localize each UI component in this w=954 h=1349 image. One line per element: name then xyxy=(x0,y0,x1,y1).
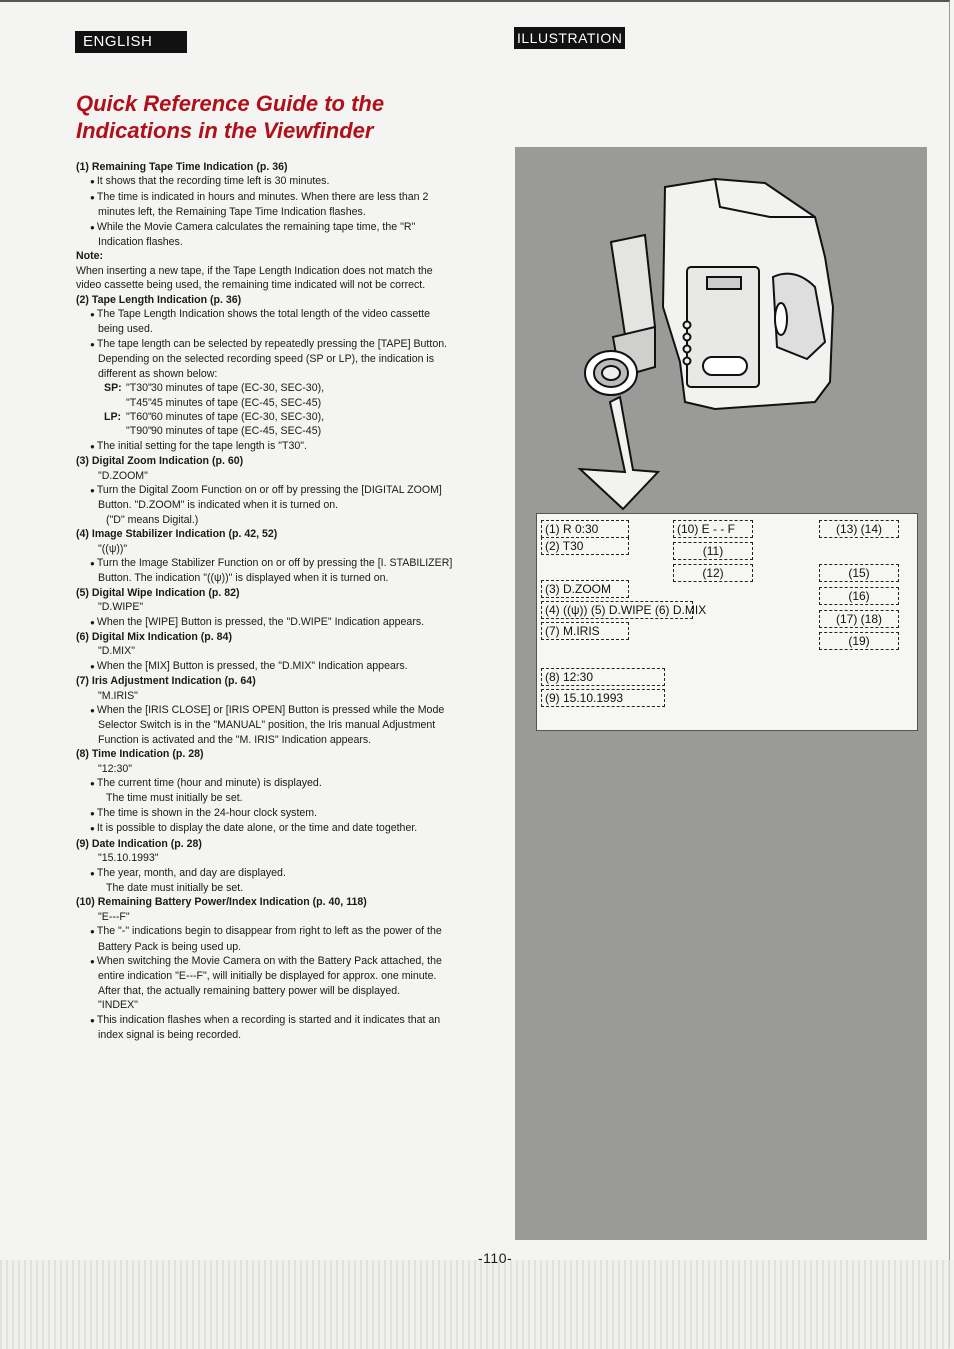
note-label: Note: xyxy=(76,250,104,263)
indicator-19: (19) xyxy=(819,632,899,650)
tape-row-lp-t90 xyxy=(76,424,458,438)
indicator-tape-length: (2) T30 xyxy=(541,537,629,555)
section-4-value: "((ψ))" xyxy=(98,542,128,555)
section-3-value: "D.ZOOM" xyxy=(98,469,148,482)
camera-illustration xyxy=(515,147,927,517)
section-7-bullet: ● When the [IRIS CLOSE] or [IRIS OPEN] Button is pressed while the Mode Selector Switch is in the "MANUAL" position, the Iris manual Adjustment Function is activated and the "M. IRIS" Indication appears. xyxy=(76,703,458,747)
section-6-bullet: ● When the [MIX] Button is pressed, the "D.MIX" Indication appears. xyxy=(76,659,458,674)
indicator-11: (11) xyxy=(673,542,753,560)
section-1-heading: (1) Remaining Tape Time Indication (p. 36) xyxy=(76,161,288,173)
section-9-paragraph: The date must initially be set. xyxy=(106,881,244,894)
scan-artifact-strip xyxy=(0,1260,954,1349)
indicator-12: (12) xyxy=(673,564,753,582)
section-3-bullet: ● Turn the Digital Zoom Function on or off by pressing the [DIGITAL ZOOM] Button. "D.ZOOM" is indicated when it is turned on. xyxy=(76,483,458,513)
section-2-bullet: ● The tape length can be selected by repeatedly pressing the [TAPE] Button. xyxy=(76,337,458,352)
section-9-bullet: ● The year, month, and day are displayed. xyxy=(76,866,458,881)
indicator-13-14: (13) (14) xyxy=(819,520,899,538)
language-tab: ENGLISH xyxy=(75,31,187,53)
illustration-tab: ILLUSTRATION xyxy=(514,27,625,49)
camera-icon xyxy=(585,179,833,409)
section-6-heading: (6) Digital Mix Indication (p. 84) xyxy=(76,631,232,643)
tape-desc: 60 minutes of tape (EC-30, SEC-30), xyxy=(150,410,325,423)
section-8-heading: (8) Time Indication (p. 28) xyxy=(76,748,204,761)
section-3-paragraph: ("D" means Digital.) xyxy=(106,513,199,526)
tape-desc: 90 minutes of tape (EC-45, SEC-45) xyxy=(150,425,322,438)
section-10-bullet: ● When switching the Movie Camera on with the Battery Pack attached, the entire indication "E---F", will initially be displayed for approx. one minute. After that, the actually remaining battery power will be displayed. xyxy=(76,954,458,998)
section-5-value: "D.WIPE" xyxy=(98,601,144,614)
title-line-2: Indications in the Viewfinder xyxy=(76,118,374,143)
indicator-17-18: (17) (18) xyxy=(819,610,899,628)
section-5-bullet: ● When the [WIPE] Button is pressed, the "D.WIPE" Indication appears. xyxy=(76,615,458,630)
indicator-digital-zoom: (3) D.ZOOM xyxy=(541,580,629,598)
section-2-heading: (2) Tape Length Indication (p. 36) xyxy=(76,293,242,306)
section-4-heading: (4) Image Stabilizer Indication (p. 42, 52) xyxy=(76,528,278,541)
section-10-heading: (10) Remaining Battery Power/Index Indication (p. 40, 118) xyxy=(76,896,367,909)
section-5-heading: (5) Digital Wipe Indication (p. 82) xyxy=(76,586,240,599)
tape-code: "T45" xyxy=(126,396,152,409)
tape-row-sp-t30 xyxy=(76,381,458,395)
section-9-value: "15.10.1993" xyxy=(98,852,159,865)
section-1-bullet: ● The time is indicated in hours and minutes. When there are less than 2 minutes left, the Remaining Tape Time Indication flashes. xyxy=(76,190,458,220)
section-10-value-index: "INDEX" xyxy=(98,999,138,1012)
indicator-battery: (10) E - - F xyxy=(673,520,753,538)
tape-row-sp-t45 xyxy=(76,396,458,410)
section-1-bullet: ● It shows that the recording time left is 30 minutes. xyxy=(76,174,458,189)
tape-desc: 45 minutes of tape (EC-45, SEC-45) xyxy=(150,396,322,409)
indicator-date: (9) 15.10.1993 xyxy=(541,689,665,707)
section-2-paragraph: Depending on the selected recording speed (SP or LP), the indication is different as shown below: xyxy=(98,353,435,380)
tape-desc: 30 minutes of tape (EC-30, SEC-30), xyxy=(150,382,325,395)
section-3-heading: (3) Digital Zoom Indication (p. 60) xyxy=(76,455,244,468)
section-2-bullet: ● The Tape Length Indication shows the total length of the video cassette being used. xyxy=(76,307,458,337)
sp-label: SP: xyxy=(104,382,122,395)
section-8-paragraph: The time must initially be set. xyxy=(106,792,243,805)
section-2-bullet: ● The initial setting for the tape length is "T30". xyxy=(76,439,458,454)
tape-row-lp-t60 xyxy=(76,410,458,424)
section-8-bullet: ● The time is shown in the 24-hour clock system. xyxy=(76,806,458,821)
indication-descriptions xyxy=(76,160,458,1042)
page-number: -110- xyxy=(478,1250,513,1266)
section-10-value: "E---F" xyxy=(98,910,130,923)
arrow-down-icon xyxy=(580,397,658,509)
section-6-value: "D.MIX" xyxy=(98,645,135,658)
tape-code: "T90" xyxy=(126,425,152,438)
section-9-heading: (9) Date Indication (p. 28) xyxy=(76,837,202,850)
title-line-1: Quick Reference Guide to the xyxy=(76,91,385,116)
indicator-15: (15) xyxy=(819,564,899,582)
indicator-16: (16) xyxy=(819,587,899,605)
section-4-bullet: ● Turn the Image Stabilizer Function on or off by pressing the [I. STABILIZER] Button. The indication "((ψ))" is displayed when it is turned on. xyxy=(76,556,458,586)
section-10-bullet: ● This indication flashes when a recording is started and it indicates that an index signal is being recorded. xyxy=(76,1013,458,1043)
viewfinder-screen xyxy=(536,513,918,731)
indicator-time: (8) 12:30 xyxy=(541,668,665,686)
section-8-bullet: ● It is possible to display the date alone, or the time and date together. xyxy=(76,821,458,836)
section-7-value: "M.IRIS" xyxy=(98,689,138,702)
section-10-bullet: ● The "-" indications begin to disappear from right to left as the power of the Battery Pack is being used up. xyxy=(76,924,458,954)
illustration-panel xyxy=(515,147,927,1240)
indicator-remaining-tape: (1) R 0:30 xyxy=(541,520,629,538)
section-8-bullet: ● The current time (hour and minute) is displayed. xyxy=(76,776,458,791)
tape-code: "T30" xyxy=(126,382,152,395)
section-1-bullet: ● While the Movie Camera calculates the remaining tape time, the "R" Indication flashes. xyxy=(76,220,458,250)
section-8-value: "12:30" xyxy=(98,762,133,775)
note-text: When inserting a new tape, if the Tape Length Indication does not match the video cassette being used, the remaining time indicated will not be correct. xyxy=(76,264,433,292)
indicator-iris: (7) M.IRIS xyxy=(541,622,629,640)
tape-code: "T60" xyxy=(126,410,152,423)
page-title xyxy=(76,90,384,144)
section-7-heading: (7) Iris Adjustment Indication (p. 64) xyxy=(76,675,256,688)
lp-label: LP: xyxy=(104,410,122,423)
indicator-stabilizer-wipe-mix: (4) ((ψ)) (5) D.WIPE (6) D.MIX xyxy=(541,601,693,619)
